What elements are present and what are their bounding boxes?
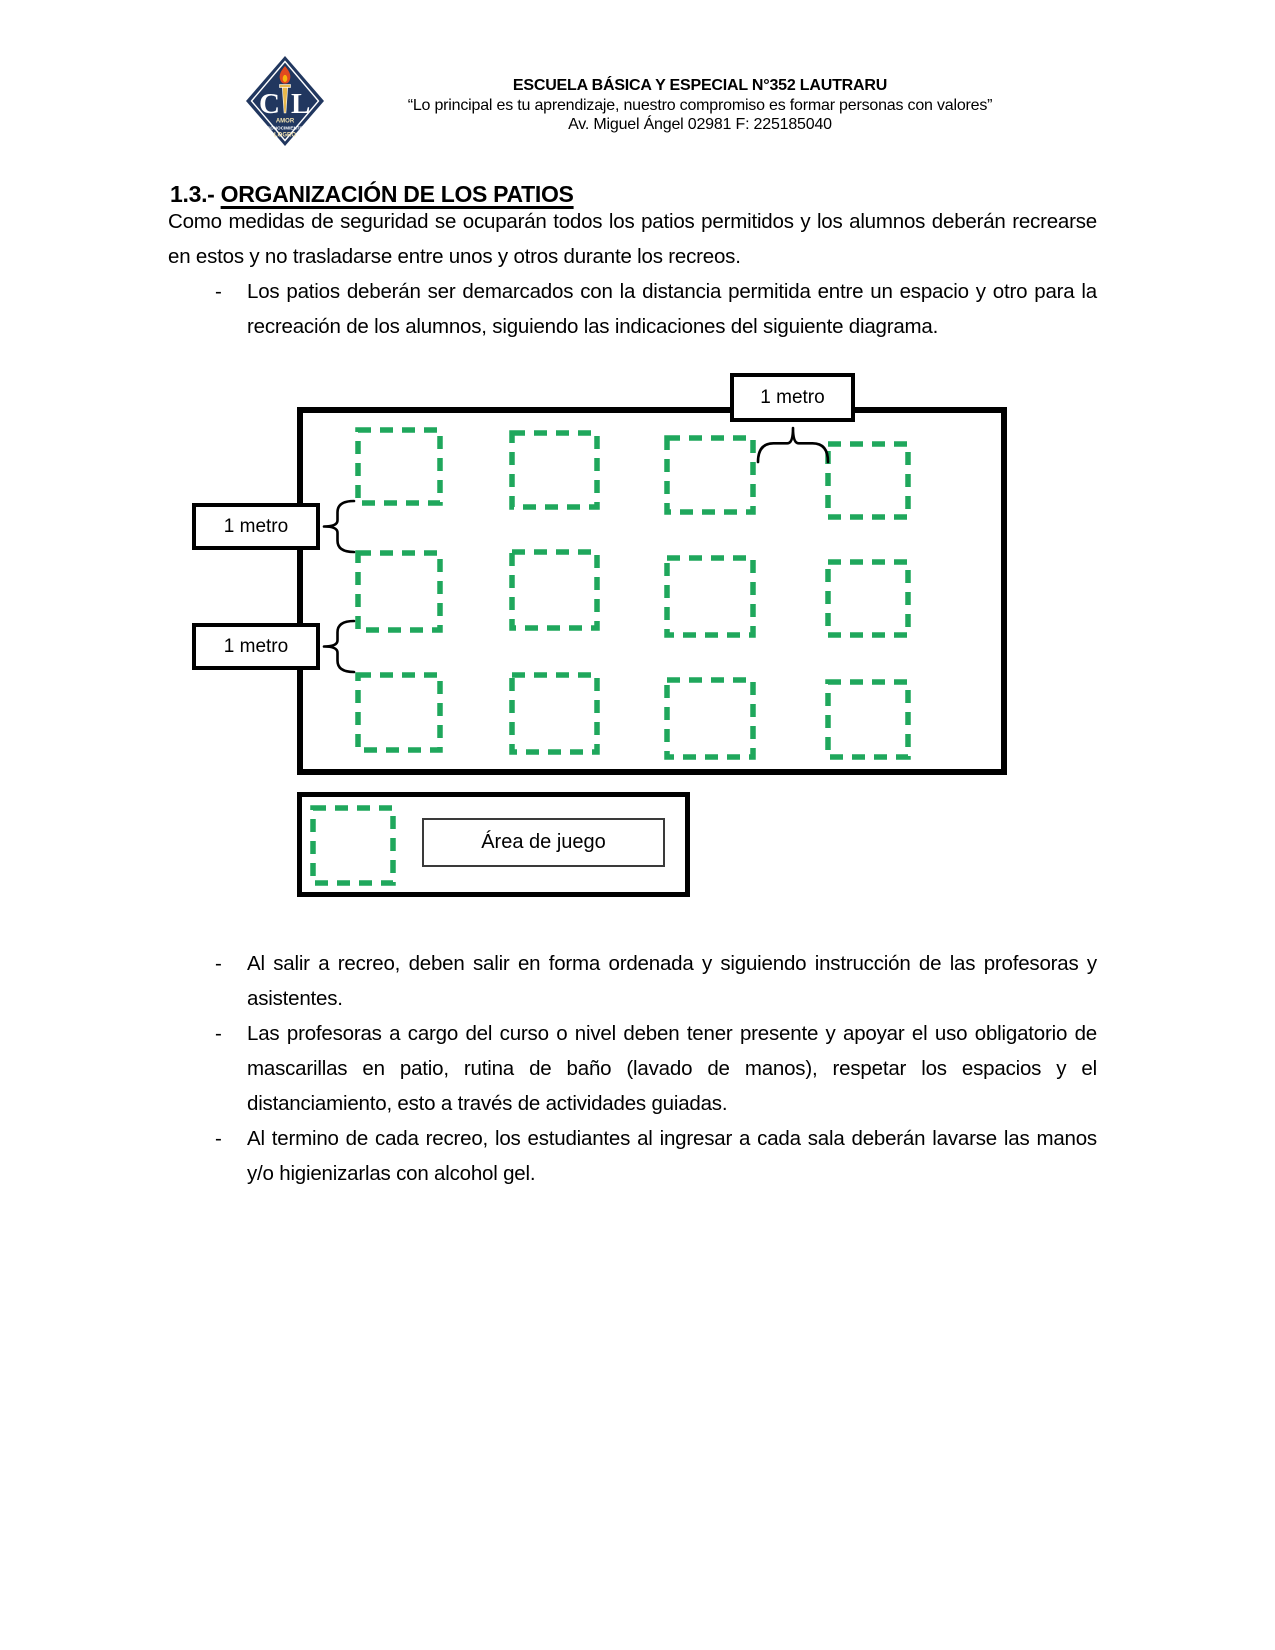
diagram-bullet-block <box>215 274 1097 344</box>
patio-outline <box>297 407 1007 775</box>
logo-word-amor: AMOR <box>275 118 295 125</box>
rules-list <box>215 946 1097 1191</box>
intro-paragraph: Como medidas de seguridad se ocuparán todos los patios permitidos y los alumnos deberán recrearse en estos y no trasladarse entre unos y otros durante los recreos. <box>168 210 1097 268</box>
bullet-dash: - <box>215 280 222 303</box>
list-item <box>215 1121 1097 1191</box>
section-number: 1.3.- <box>170 181 215 207</box>
legend-label: Área de juego <box>422 818 665 867</box>
list-item <box>215 274 1097 344</box>
section-title: ORGANIZACIÓN DE LOS PATIOS <box>220 181 574 207</box>
list-item <box>215 1016 1097 1121</box>
bullet-dash: - <box>215 1127 222 1150</box>
bullet-text: Los patios deberán ser demarcados con la distancia permitida entre un espacio y otro para la recreación de los alumnos, siguiendo las indicaciones del siguiente diagrama. <box>247 280 1097 338</box>
school-address: Av. Miguel Ángel 02981 F: 225185040 <box>568 116 832 133</box>
bullet-text: Al termino de cada recreo, los estudiantes al ingresar a cada sala deberán lavarse las manos y/o higienizarlas con alcohol gel. <box>247 1127 1097 1185</box>
logo-word-logro: LOGRO <box>274 132 296 139</box>
bullet-text: Al salir a recreo, deben salir en forma ordenada y siguiendo instrucción de las profesoras y asistentes. <box>247 952 1097 1010</box>
distance-label-left-2: 1 metro <box>192 623 320 670</box>
logo-letter-l: L <box>291 88 311 120</box>
bullet-dash: - <box>215 1022 222 1045</box>
logo-word-conocimiento: CONOCIMIENTO <box>266 125 304 131</box>
school-motto: “Lo principal es tu aprendizaje, nuestro compromiso es formar personas con valores” <box>407 97 993 114</box>
distance-label-left-1: 1 metro <box>192 503 320 550</box>
school-name: ESCUELA BÁSICA Y ESPECIAL N°352 LAUTRARU <box>512 77 888 94</box>
logo-letter-c: C <box>259 88 280 120</box>
list-item <box>215 946 1097 1016</box>
bullet-dash: - <box>215 952 222 975</box>
distance-label-top: 1 metro <box>730 373 855 422</box>
bullet-text: Las profesoras a cargo del curso o nivel deben tener presente y apoyar el uso obligatorio de mascarillas en patio, rutina de baño (lavado de manos), respetar los espacios y el distanciamiento, esto a través de actividades guiadas. <box>247 1022 1097 1115</box>
